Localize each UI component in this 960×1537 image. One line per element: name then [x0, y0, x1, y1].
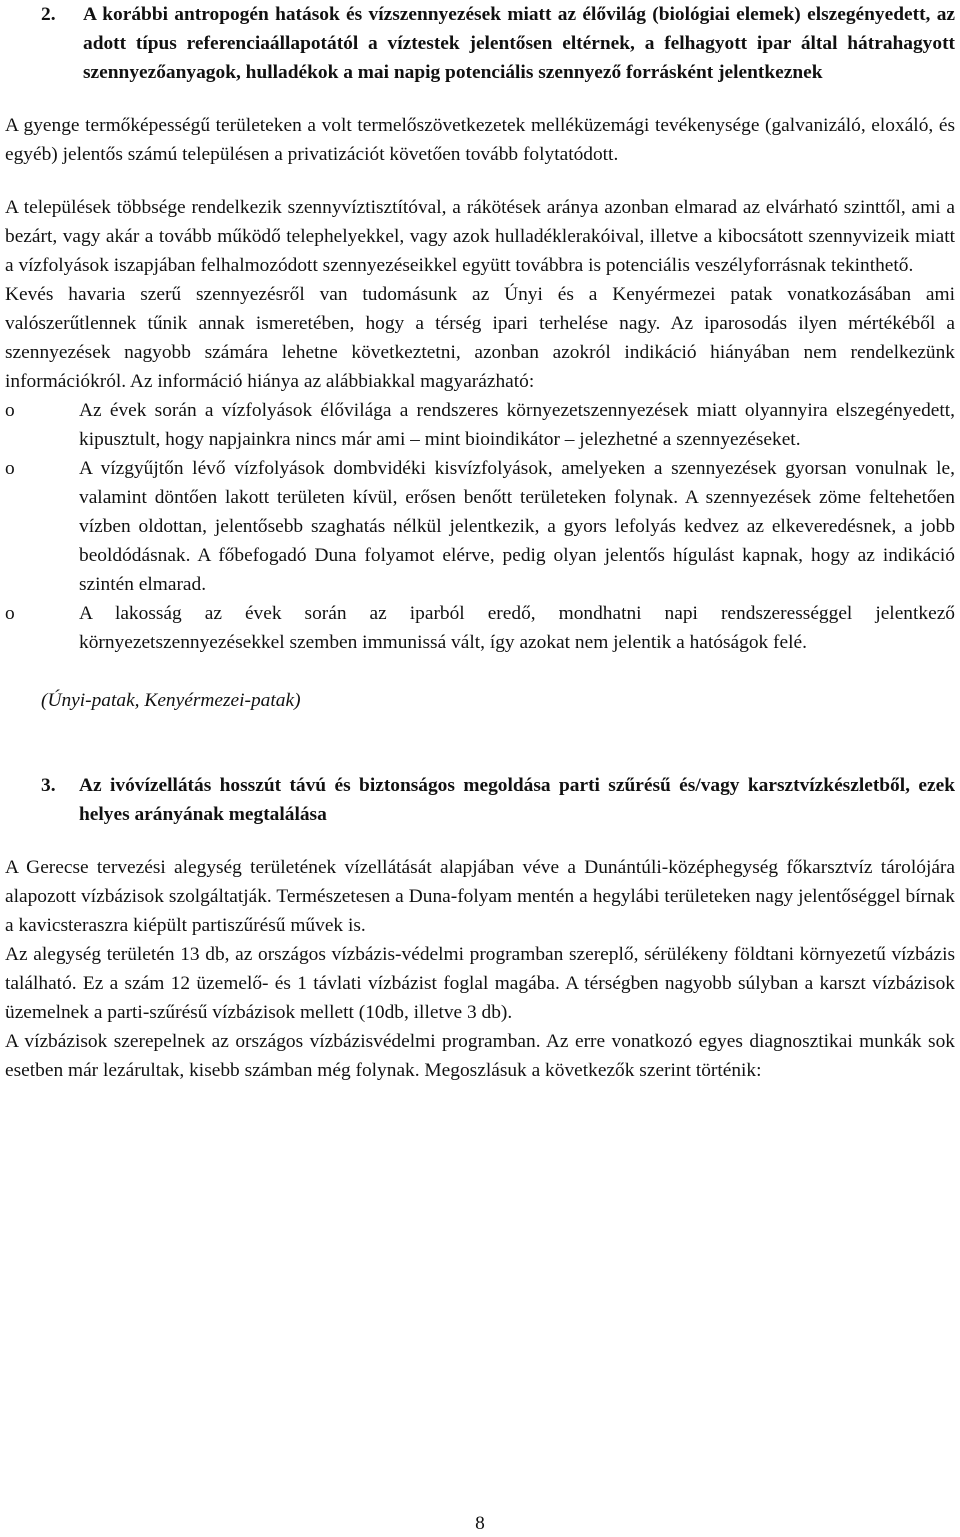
paragraph: Az alegység területén 13 db, az országos vízbázis-védelmi programban szereplő, sérülékeny földtani környezetű vízbázis található. Ez a szám 12 üzemelő- és 1 távlati vízbázist foglal magába. A térségben nagyobb súlyban a karszt vízbázisok üzemelnek a parti-szűrésű vízbázisok mellett (10db, illetve 3 db). [5, 944, 955, 1023]
section-3-heading-text: Az ivóvízellátás hosszút távú és biztonságos megoldása parti szűrésű és/vagy karsztvízkészletből, ezek helyes arányának megtalálása [79, 775, 955, 825]
section-2-number: 2. [41, 4, 56, 25]
paragraph: A vízbázisok szerepelnek az országos vízbázisvédelmi programban. Az erre vonatkozó egyes diagnosztikai munkák sok esetben már lezárultak, kisebb számban még folynak. Megoszlásuk a következők szerint történik: [5, 1031, 955, 1081]
section-3-number: 3. [41, 775, 56, 796]
paragraph: A Gerecse tervezési alegység területének vízellátását alapjában véve a Dunántúli-középhegység főkarsztvíz tárolójára alapozott vízbázisok szolgáltatják. Természetesen a Duna-folyam mentén a hegylábi területeken nagy jelentőséggel bírnak a kavicsteraszra kiépült partiszűrésű művek is. [5, 857, 955, 936]
section-3-heading [5, 771, 955, 829]
list-item [5, 396, 955, 454]
bullet-marker: o [5, 458, 15, 479]
list-item-text: A vízgyűjtőn lévő vízfolyások dombvidéki kisvízfolyások, amelyeken a szennyezések gyorsan vonulnak le, valamint döntően lakott területen kívül, erősen benőtt területeken folynak. A szennyezések zöme feltehetően vízben oldottan, jelentősebb szaghatás nélkül jelentkezik, a gyors lefolyás kedvez az elkeveredésnek, a jobb beoldódásnak. A főbefogadó Duna folyamot elérve, pedig olyan jelentős hígulást kapnak, hogy az indikáció szintén elmarad. [79, 458, 955, 595]
section-2-heading-text: A korábbi antropogén hatások és vízszennyezések miatt az élővilág (biológiai elemek) elszegényedett, az adott típus referenciaállapotától a víztestek jelentősen eltérnek, a felhagyott ipar által hátrahagyott szennyezőanyagok, hulladékok a mai napig potenciális szennyező forrásként jelentkeznek [83, 4, 955, 83]
section-2-heading [5, 0, 955, 87]
bullet-list [5, 396, 955, 657]
paragraph: A települések többsége rendelkezik szennyvíztisztítóval, a rákötések aránya azonban elmarad az elvárható szinttől, ami a bezárt, vagy akár a tovább működő telephelyekkel, vagy azok hulladéklerakóival, illetve a kibocsátott szennyvizeik miatt a vízfolyások iszapjában felhalmozódott szennyezéseikkel együtt továbbra is potenciális veszélyforrásnak tekinthető. [5, 197, 955, 276]
document-page [5, 0, 955, 1085]
bullet-marker: o [5, 400, 15, 421]
list-item [5, 454, 955, 599]
list-item-text: A lakosság az évek során az iparból eredő, mondhatni napi rendszerességgel jelentkező környezetszennyezésekkel szemben immunissá vált, így azokat nem jelentik a hatóságok felé. [79, 603, 955, 653]
bullet-marker: o [5, 603, 15, 624]
paragraph: Kevés havaria szerű szennyezésről van tudomásunk az Únyi és a Kenyérmezei patak vonatkozásában ami valószerűtlennek tűnik annak ismeretében, hogy a térség ipari terhelése nagy. Az iparosodás ilyen mértékéből a szennyezések nagyobb számára lehetne következtetni, azonban azokról indikáció hiányában nem rendelkezünk információkról. Az információ hiánya az alábbiakkal magyarázható: [5, 284, 955, 392]
italic-caption: (Únyi-patak, Kenyérmezei-patak) [41, 690, 301, 711]
paragraph: A gyenge termőképességű területeken a volt termelőszövetkezetek melléküzemági tevékenysége (galvanizáló, eloxáló, és egyéb) jelentős számú településen a privatizációt követően tovább folytatódott. [5, 115, 955, 165]
page-number: 8 [475, 1513, 485, 1534]
list-item-text: Az évek során a vízfolyások élővilága a rendszeres környezetszennyezések miatt olyannyira elszegényedett, kipusztult, hogy napjainkra nincs már ami – mint bioindikátor – jelezhetné a szennyezéseket. [79, 400, 955, 450]
list-item [5, 599, 955, 657]
